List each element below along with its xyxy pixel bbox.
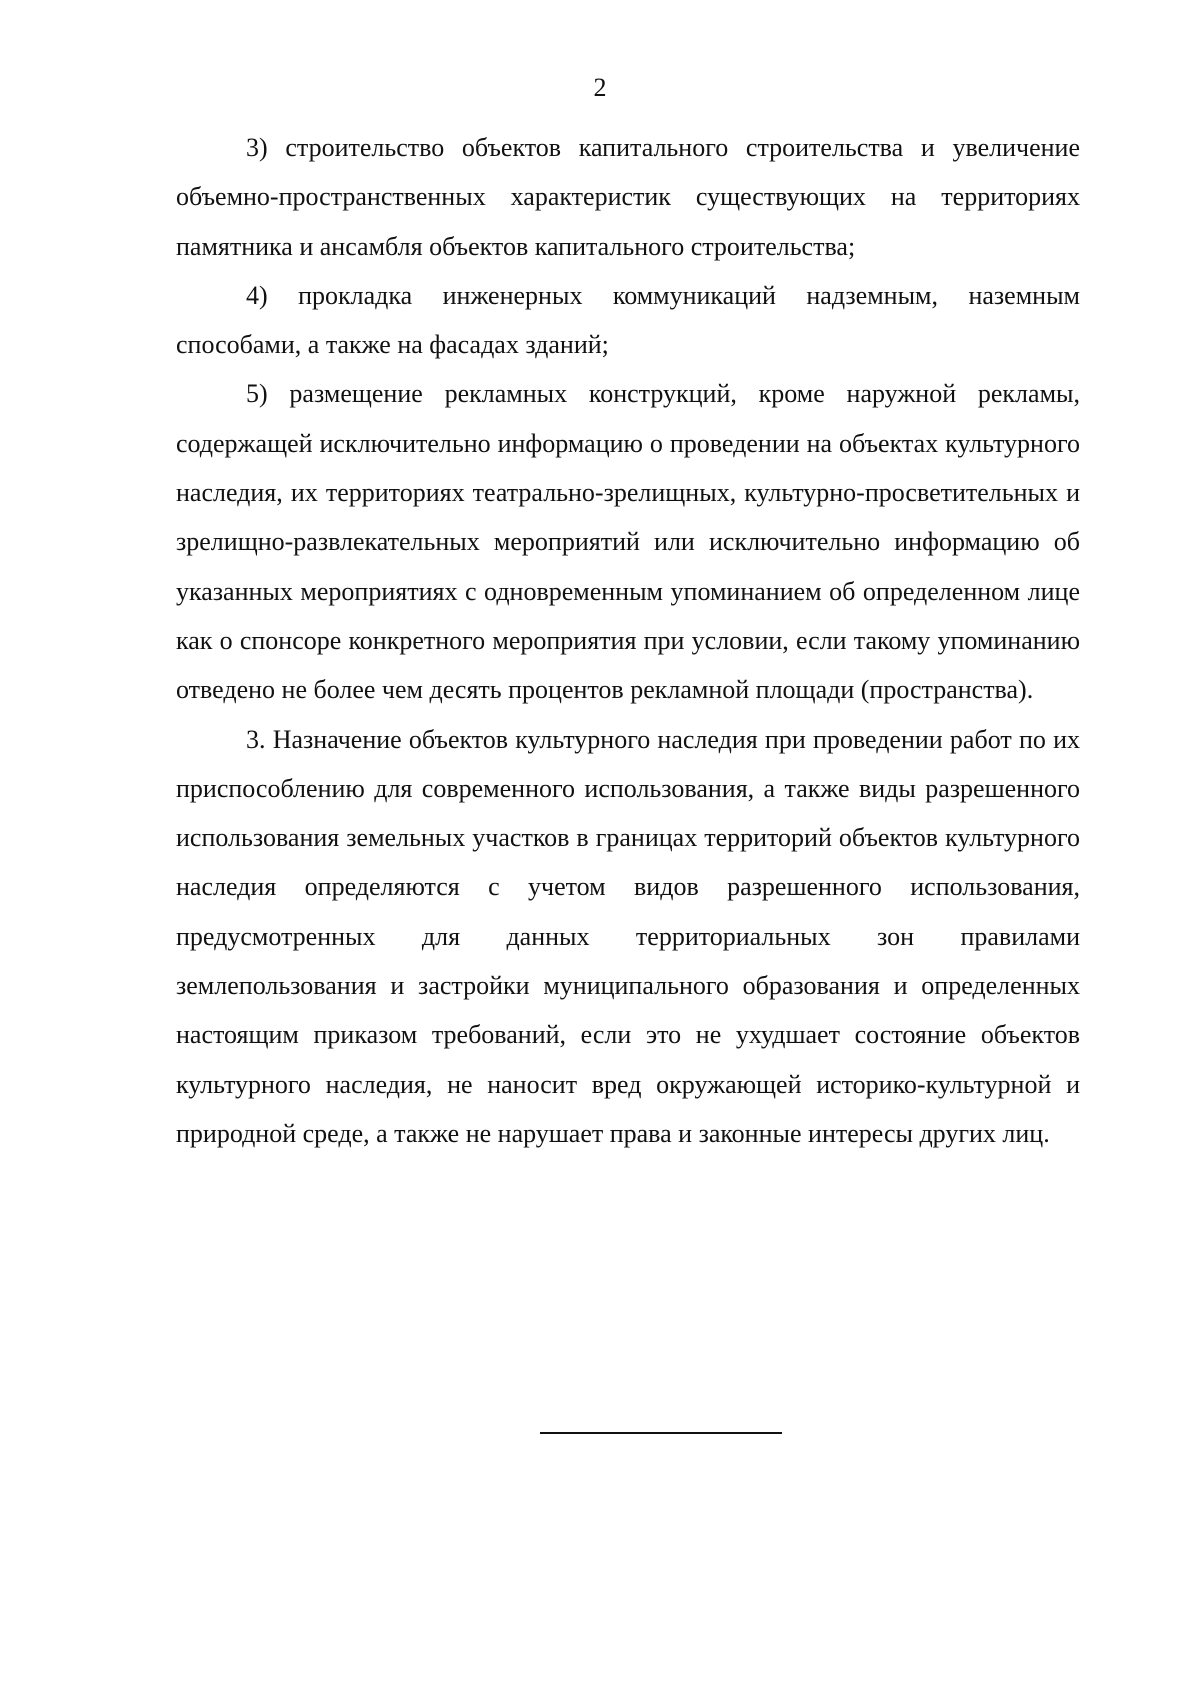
paragraph-section-3: 3. Назначение объектов культурного наследия при проведении работ по их приспособлению для современного использования, а также виды разрешенного использования земельных участков в границах территорий объектов культурного наследия определяются с учетом видов разрешенного использования, предусмотренных для данных территориальных зон правилами землепользования и застройки муниципального образования и определенных настоящим приказом требований, если это не ухудшает состояние объектов культурного наследия, не наносит вред окружающей историко-культурной и природной среде, а также не нарушает права и законные интересы других лиц. bbox=[176, 724, 1080, 1148]
paragraph-item-5: 5) размещение рекламных конструкций, кроме наружной рекламы, содержащей исключительно информацию о проведении на объектах культурного наследия, их территориях театрально-зрелищных, культурно-просветительных и зрелищно-развлекательных мероприятий или исключительно информацию об указанных мероприятиях с одновременным упоминанием об определенном лице как о спонсоре конкретного мероприятия при условии, если такому упоминанию отведено не более чем десять процентов рекламной площади (пространства). bbox=[176, 379, 1080, 705]
paragraph-item-3: 3) строительство объектов капитального строительства и увеличение объемно-пространственных характеристик существующих на территориях памятника и ансамбля объектов капитального строительства; bbox=[176, 133, 1080, 261]
page-number: 2 bbox=[593, 73, 607, 102]
paragraph-item-4: 4) прокладка инженерных коммуникаций надземным, наземным способами, а также на фасадах зданий; bbox=[176, 280, 1080, 360]
closing-separator-line bbox=[540, 1432, 782, 1434]
document-body bbox=[176, 123, 1080, 1158]
